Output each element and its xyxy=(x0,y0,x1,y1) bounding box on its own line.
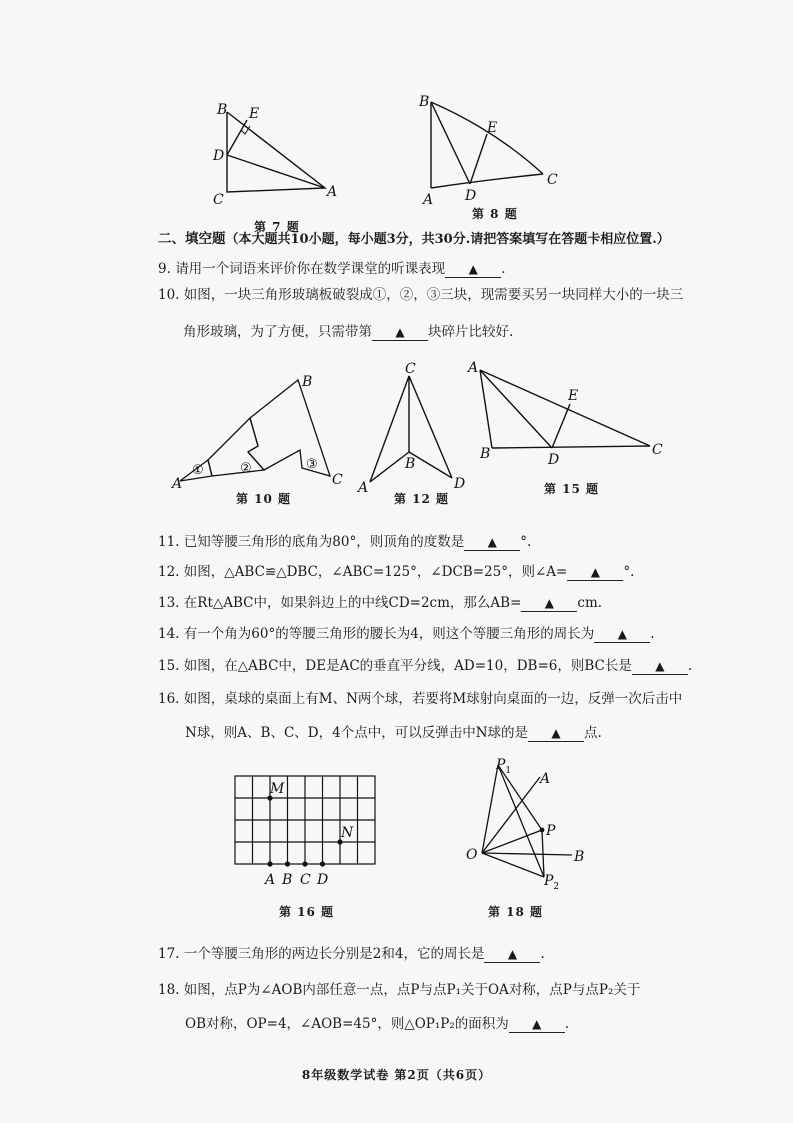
fig18-label-p1: $P_1$ xyxy=(496,757,512,776)
section-title xyxy=(158,227,670,247)
figure-7 xyxy=(205,100,355,215)
fig8-caption: 第 8 题 xyxy=(472,207,518,221)
fig16-label-n: N xyxy=(341,825,354,841)
question-18 xyxy=(158,979,718,1001)
q14-answer-blank[interactable]: ▲ xyxy=(594,626,650,643)
fig10-piece-3: ③ xyxy=(306,457,318,472)
fig15-label-a: A xyxy=(468,360,479,376)
q12-number: 12. xyxy=(158,564,180,580)
q12-answer-blank[interactable]: ▲ xyxy=(567,564,623,581)
q15-text: 如图，在△ABC中，DE是AC的垂直平分线，AD=10，DB=6，则BC长是 xyxy=(183,658,632,674)
figure-12 xyxy=(356,360,471,496)
q11-answer-blank[interactable]: ▲ xyxy=(464,534,520,551)
fig7-label-c: C xyxy=(213,192,224,208)
q16-line2b: 点. xyxy=(584,725,602,741)
q14-number: 14. xyxy=(158,626,180,642)
q10-answer-blank[interactable]: ▲ xyxy=(372,324,428,341)
fig18-label-p2: $P_2$ xyxy=(544,873,560,892)
question-13 xyxy=(158,592,718,614)
fig16-label-m: M xyxy=(270,781,285,797)
fig12-label-a: A xyxy=(358,480,369,496)
q9-number: 9. xyxy=(158,261,171,277)
q15-number: 15. xyxy=(158,658,180,674)
fig18-label-o: O xyxy=(466,847,478,863)
q18-number: 18. xyxy=(158,982,180,998)
fig18-label-p: P xyxy=(546,823,556,839)
q14-text: 有一个角为60°的等腰三角形的腰长为4，则这个等腰三角形的周长为 xyxy=(183,626,595,642)
figure-8 xyxy=(415,90,575,208)
q9-after: . xyxy=(501,261,506,277)
section-title-main: 二、填空题 xyxy=(158,231,226,247)
question-12 xyxy=(158,561,718,583)
q13-text: 在Rt△ABC中，如果斜边上的中线CD=2cm，那么AB= xyxy=(183,595,522,611)
q11-after: °. xyxy=(520,534,532,550)
q15-answer-blank[interactable]: ▲ xyxy=(632,658,688,675)
q11-number: 11. xyxy=(158,534,180,550)
q10-line1: 如图，一块三角形玻璃板破裂成①，②，③三块，现需要买另一块同样大小的一块三 xyxy=(183,287,684,303)
q10-line2a: 角形玻璃，为了方便，只需带第 xyxy=(183,324,372,340)
question-16-line2 xyxy=(185,722,745,744)
fig7-label-d: D xyxy=(213,148,225,164)
question-15 xyxy=(158,655,718,677)
q13-after: cm. xyxy=(577,595,603,611)
fig15-label-d: D xyxy=(548,452,560,468)
q18-answer-blank[interactable]: ▲ xyxy=(509,1016,565,1033)
q16-line2a: N球，则A、B、C、D，4个点中，可以反弹击中N球的是 xyxy=(185,725,529,741)
q16-number: 16. xyxy=(158,691,180,707)
fig16-label-c: C xyxy=(300,872,311,888)
q18-line1: 如图，点P为∠AOB内部任意一点，点P与点P₁关于OA对称，点P与点P₂关于 xyxy=(183,982,641,998)
figure-18 xyxy=(458,755,608,895)
fig15-label-e: E xyxy=(568,388,579,404)
fig8-label-b: B xyxy=(419,94,430,110)
fig15-caption: 第 15 题 xyxy=(544,482,600,496)
q12-text: 如图，△ABC≌△DBC，∠ABC=125°，∠DCB=25°，则∠A= xyxy=(183,564,568,580)
q17-number: 17. xyxy=(158,946,180,962)
fig16-caption: 第 16 题 xyxy=(279,905,335,919)
q17-text: 一个等腰三角形的两边长分别是2和4，它的周长是 xyxy=(183,946,485,962)
fig8-label-c: C xyxy=(547,172,558,188)
fig8-label-a: A xyxy=(423,192,434,208)
fig18-label-a: A xyxy=(540,771,551,787)
question-10 xyxy=(158,284,718,306)
fig12-label-d: D xyxy=(454,476,466,492)
fig10-label-c: C xyxy=(332,472,343,488)
q18-line2a: OB对称，OP=4，∠AOB=45°，则△OP₁P₂的面积为 xyxy=(185,1016,509,1032)
q17-answer-blank[interactable]: ▲ xyxy=(484,946,540,963)
question-10-line2 xyxy=(183,321,743,343)
fig7-label-a: A xyxy=(327,184,338,200)
q11-text: 已知等腰三角形的底角为80°，则顶角的度数是 xyxy=(183,534,465,550)
fig7-label-b: B xyxy=(217,102,228,118)
figure-10 xyxy=(170,368,355,493)
question-11 xyxy=(158,531,718,553)
q16-answer-blank[interactable]: ▲ xyxy=(528,725,584,742)
fig10-piece-2: ② xyxy=(240,461,252,476)
fig15-label-b: B xyxy=(480,446,491,462)
q13-answer-blank[interactable]: ▲ xyxy=(521,595,577,612)
q15-after: . xyxy=(687,658,693,674)
fig8-label-e: E xyxy=(487,120,498,136)
fig12-caption: 第 12 题 xyxy=(394,492,450,506)
fig16-label-d: D xyxy=(317,872,329,888)
q9-text: 请用一个词语来评价你在数学课堂的听课表现 xyxy=(175,261,446,277)
fig18-caption: 第 18 题 xyxy=(488,905,544,919)
figure-16 xyxy=(228,768,388,893)
q10-line2b: 块碎片比较好. xyxy=(428,324,514,340)
q12-after: °. xyxy=(623,564,635,580)
fig16-label-a: A xyxy=(265,872,276,888)
question-17 xyxy=(158,943,718,965)
q14-after: . xyxy=(650,626,655,642)
fig12-label-b: B xyxy=(405,456,416,472)
q18-line2b: . xyxy=(564,1016,570,1032)
q13-number: 13. xyxy=(158,595,180,611)
fig12-label-c: C xyxy=(405,361,416,377)
fig7-caption: 第 7 题 xyxy=(254,220,300,234)
fig18-label-b: B xyxy=(574,849,585,865)
page-footer: 8年级数学试卷 第2页（共6页） xyxy=(301,1068,492,1082)
question-9 xyxy=(158,258,718,280)
fig10-piece-1: ① xyxy=(192,463,204,478)
fig7-label-e: E xyxy=(249,106,260,122)
question-14 xyxy=(158,623,718,645)
q9-answer-blank[interactable]: ▲ xyxy=(445,261,501,278)
fig15-label-c: C xyxy=(652,442,663,458)
q17-after: . xyxy=(540,946,545,962)
fig10-caption: 第 10 题 xyxy=(236,492,292,506)
fig8-label-d: D xyxy=(465,188,477,204)
fig10-label-b: B xyxy=(302,374,313,390)
fig16-label-b: B xyxy=(282,872,293,888)
q10-number: 10. xyxy=(158,287,180,303)
fig10-label-a: A xyxy=(172,476,183,492)
question-16 xyxy=(158,688,718,710)
q16-line1: 如图，桌球的桌面上有M、N两个球，若要将M球射向桌面的一边，反弹一次后击中 xyxy=(183,691,683,707)
section-title-note: （本大题共10小题，每小题3分，共30分.请把答案填写在答题卡相应位置.） xyxy=(225,232,670,247)
question-18-line2 xyxy=(185,1013,745,1035)
figure-15 xyxy=(466,360,676,470)
